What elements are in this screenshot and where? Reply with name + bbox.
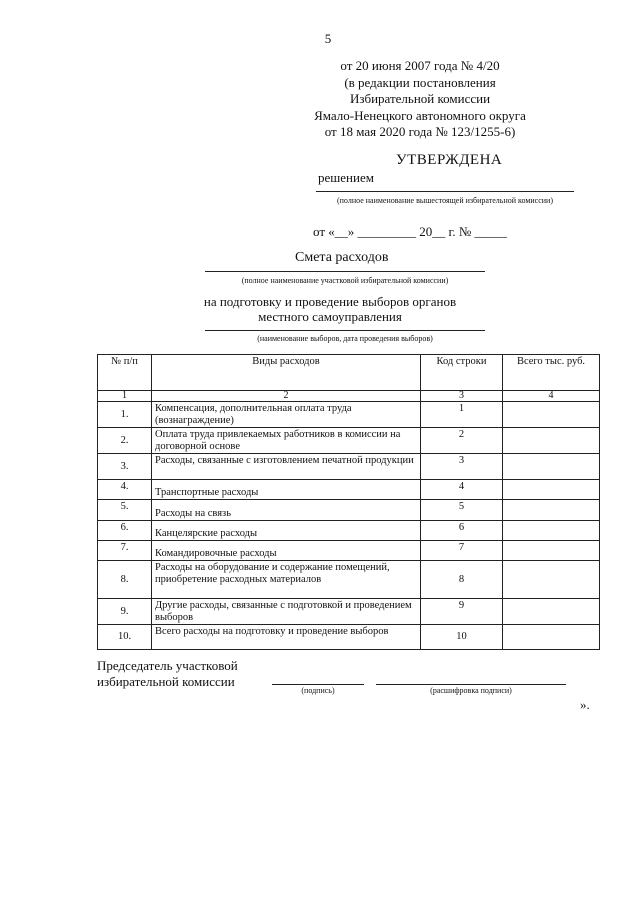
chairman-line: Председатель участковой: [97, 658, 238, 673]
table-row: [98, 500, 600, 521]
row-number: 2.: [98, 428, 152, 454]
total-cell[interactable]: [503, 561, 600, 599]
table-row: [98, 541, 600, 561]
row-number: 3.: [98, 454, 152, 480]
table-row: [98, 402, 600, 428]
expense-name: Компенсация, дополнительная оплата труда (вознаграждение): [152, 402, 421, 428]
chairman-label: [97, 658, 238, 690]
line-code: 4: [421, 480, 503, 500]
page-number: 5: [324, 31, 332, 46]
header-line-code: Код строки: [421, 355, 503, 391]
total-cell[interactable]: [503, 599, 600, 625]
table-row: [98, 625, 600, 650]
header-line: (в редакции постановления: [344, 74, 496, 90]
election-name-line: [205, 330, 485, 331]
header-line: Ямало-Ненецкого автономного округа: [314, 107, 526, 123]
line-code: 7: [421, 541, 503, 561]
line-code: 2: [421, 428, 503, 454]
header-line: Избирательной комиссии: [349, 91, 491, 106]
row-number: 9.: [98, 599, 152, 625]
expense-name: Оплата труда привлекаемых работников в комиссии на договорной основе: [152, 428, 421, 454]
signature-caption: (подпись): [301, 686, 335, 695]
row-number: 1.: [98, 402, 152, 428]
expense-name: Другие расходы, связанные с подготовкой и проведением выборов: [152, 599, 421, 625]
line-code: 8: [421, 561, 503, 599]
row-number: 10.: [98, 625, 152, 650]
expense-table: [97, 354, 600, 650]
signature-line: [272, 684, 364, 685]
signature-decode-line: [376, 684, 566, 685]
purpose-line: на подготовку и проведение выборов органов: [203, 294, 457, 309]
total-cell[interactable]: [503, 541, 600, 561]
total-cell[interactable]: [503, 428, 600, 454]
expense-name: Канцелярские расходы: [152, 521, 421, 541]
chairman-line: избирательной комиссии: [97, 674, 235, 689]
table-header-row: [98, 355, 600, 391]
row-number: 6.: [98, 521, 152, 541]
approved-heading: УТВЕРЖДЕНА: [396, 152, 503, 168]
row-number: 5.: [98, 500, 152, 521]
row-number: 7.: [98, 541, 152, 561]
total-cell[interactable]: [503, 500, 600, 521]
precinct-commission-caption: (полное наименование участковой избирательной комиссии): [241, 276, 449, 285]
precinct-commission-line: [205, 271, 485, 272]
header-number: № п/п: [98, 355, 152, 391]
table-row: [98, 599, 600, 625]
table-row: [98, 454, 600, 480]
higher-commission-caption: (полное наименование вышестоящей избирательной комиссии): [336, 196, 553, 205]
approval-date-line: от «__» _________ 20__ г. № _____: [313, 224, 508, 239]
total-cell[interactable]: [503, 521, 600, 541]
table-row: [98, 428, 600, 454]
expense-name: Всего расходы на подготовку и проведение выборов: [152, 625, 421, 650]
table-row: [98, 480, 600, 500]
total-cell[interactable]: [503, 402, 600, 428]
column-number: 1: [98, 391, 152, 402]
table-row: [98, 561, 600, 599]
line-code: 1: [421, 402, 503, 428]
header-line: от 18 мая 2020 года № 123/1255-6): [324, 124, 516, 139]
column-number-row: [98, 391, 600, 402]
line-code: 9: [421, 599, 503, 625]
header-total: Всего тыс. руб.: [503, 355, 600, 391]
total-cell[interactable]: [503, 480, 600, 500]
higher-commission-line: [316, 191, 574, 192]
expense-name: Командировочные расходы: [152, 541, 421, 561]
column-number: 2: [152, 391, 421, 402]
header-line: от 20 июня 2007 года № 4/20: [340, 58, 500, 73]
table-row: [98, 521, 600, 541]
expense-name: Расходы на связь: [152, 500, 421, 521]
expense-name: Расходы на оборудование и содержание помещений, приобретение расходных материалов: [152, 561, 421, 599]
purpose-text: [190, 294, 470, 324]
expense-name: Транспортные расходы: [152, 480, 421, 500]
total-cell[interactable]: [503, 454, 600, 480]
signature-decode-caption: (расшифровка подписи): [430, 686, 512, 695]
line-code: 10: [421, 625, 503, 650]
header-expense-type: Виды расходов: [152, 355, 421, 391]
line-code: 3: [421, 454, 503, 480]
line-code: 5: [421, 500, 503, 521]
decision-label: решением: [318, 170, 374, 185]
line-code: 6: [421, 521, 503, 541]
purpose-line: местного самоуправления: [258, 309, 402, 324]
row-number: 4.: [98, 480, 152, 500]
document-title: Смета расходов: [295, 250, 389, 265]
column-number: 3: [421, 391, 503, 402]
election-caption: (наименование выборов, дата проведения выборов): [257, 334, 433, 343]
document-header: [290, 58, 550, 141]
total-cell[interactable]: [503, 625, 600, 650]
column-number: 4: [503, 391, 600, 402]
expense-name: Расходы, связанные с изготовлением печатной продукции: [152, 454, 421, 480]
closing-mark: ».: [580, 697, 590, 712]
row-number: 8.: [98, 561, 152, 599]
